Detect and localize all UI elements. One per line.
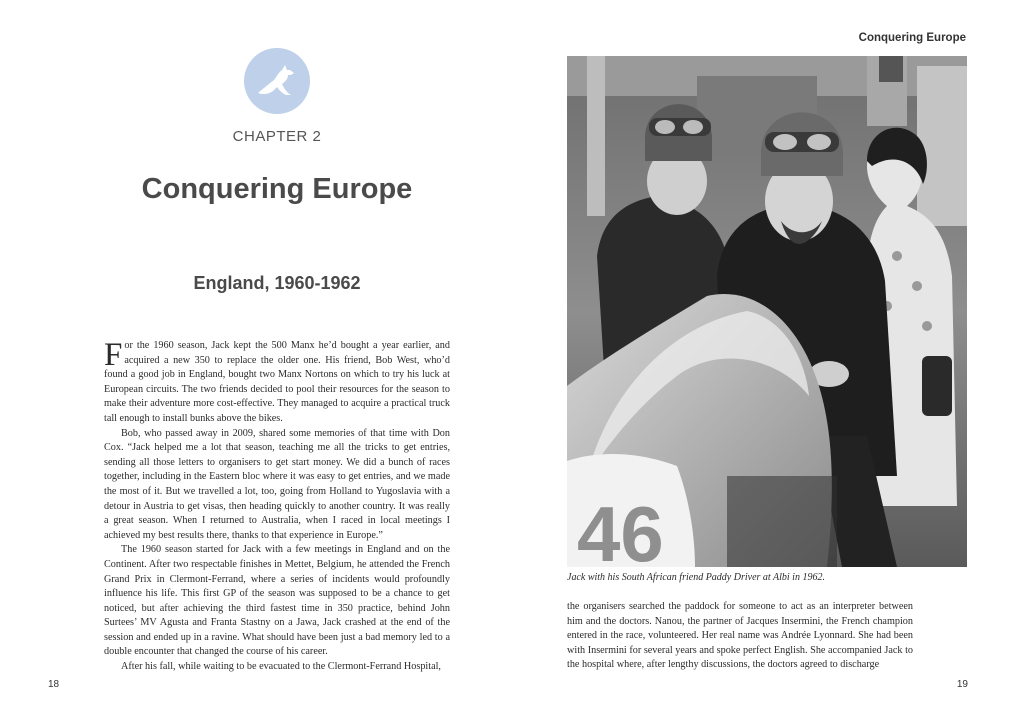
chapter-label: CHAPTER 2	[232, 128, 322, 145]
section-title: England, 1960-1962	[193, 273, 361, 293]
paragraph: The 1960 season started for Jack with a few meetings in England and on the Continent. After two respectable finishes in Mettet, Belgium, he attended the French Grand Prix in Clermont-Ferrand, where a series of incidents would profoundly influence his life. This first GP of the season was supposed to be a chance to get noticed, but after achieving the third fastest time in 350 practice, behind John Surtees’ MV Agusta and Franta Stastny on a Jawa, Jack crashed at the end of the session and ended up in a ravine. What should have been just a bad memory led to a double encounter that changed the course of his career.	[104, 544, 450, 658]
page-number: 19	[956, 679, 968, 690]
paragraph-text: or the 1960 season, Jack kept the 500 Manx he’d bought a year earlier, and acquired a new 350 to replace the older one. His friend, Bob West, who’d found a good job in England, bought two Manx Nortons on which to try his luck at European circuits. The two friends decided to pool their resources for the season to make their adventure more cost-effective. They managed to acquire a practical truck tall enough to install bunks above the bikes.	[104, 340, 450, 424]
paragraph: Bob, who passed away in 2009, shared some memories of that time with Don Cox. “Jack helped me a lot that season, teaching me all the tricks to get entries, sending all those letters to organisers to get start money. We did a bunch of races together, including in the Eastern bloc where it was easy to get entries, and we made the most of it. But we travelled a lot, too, going from Holland to Yugoslavia with a detour in Austria to get visas, then heading quickly to another country. It was really a great season. When I returned to Australia, when I raced in local meetings I achieved my best results there, thanks to that experience in Europe.”	[104, 427, 450, 541]
page-number: 18	[48, 679, 60, 690]
body-text-left	[104, 339, 450, 675]
chapter-title: Conquering Europe	[141, 173, 413, 205]
paragraph: the organisers searched the paddock for someone to act as an interpreter between him and the doctors. Nanou, the partner of Jacques Insermini, the French champion entered in the race, volunteered. Her real name was Andrée Lyonnard. She had been with Insermini for several years and spoke perfect English. She accompanied Jack to the hospital where, after lengthy discussions, the doctors agreed to discharge	[567, 601, 913, 671]
photo	[567, 56, 967, 567]
right-page	[508, 0, 1016, 720]
paragraph: After his fall, while waiting to be evacuated to the Clermont-Ferrand Hospital,	[121, 661, 441, 673]
dropcap: F	[104, 337, 123, 373]
body-text-right	[567, 600, 913, 673]
paragraph	[104, 339, 450, 427]
running-head: Conquering Europe	[858, 32, 966, 44]
kangaroo-icon	[244, 48, 310, 114]
race-number: 46	[577, 490, 664, 567]
photo-caption: Jack with his South African friend Paddy Driver at Albi in 1962.	[567, 572, 825, 583]
